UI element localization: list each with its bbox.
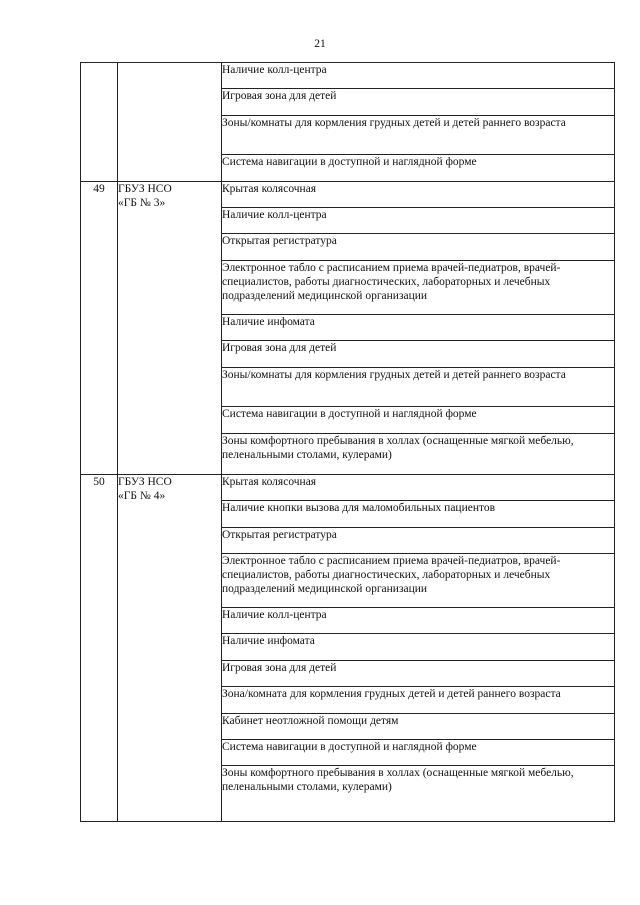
facility-feature-cell: Открытая регистратура: [222, 234, 615, 261]
facility-feature-cell: Система навигации в доступной и наглядной форме: [222, 407, 615, 434]
table-body: [81, 63, 615, 822]
organization-name-line: «ГБ № 4»: [118, 490, 166, 502]
facility-feature-cell: Зоны/комнаты для кормления грудных детей и детей раннего возраста: [222, 368, 615, 407]
facility-feature-cell: Крытая колясочная: [222, 475, 615, 501]
facility-feature-cell: Кабинет неотложной помощи детям: [222, 714, 615, 740]
facility-feature-cell: Наличие инфомата: [222, 634, 615, 661]
organization-name-line: ГБУЗ НСО: [118, 476, 172, 488]
table-row: [81, 182, 615, 208]
table-row: [81, 475, 615, 501]
facility-feature-cell: Электронное табло с расписанием приема врачей-педиатров, врачей-специалистов, работы диагностических, лабораторных и лечебных подразделений медицинской организации: [222, 554, 615, 608]
facility-feature-cell: Зона/комната для кормления грудных детей и детей раннего возраста: [222, 687, 615, 714]
organization-name-line: «ГБ № 3»: [118, 197, 166, 209]
table-row: [81, 63, 615, 89]
facility-feature-cell: Система навигации в доступной и наглядной форме: [222, 155, 615, 182]
facility-feature-cell: Система навигации в доступной и наглядной форме: [222, 740, 615, 766]
row-number-cell: 50: [81, 475, 118, 822]
facility-feature-cell: Игровая зона для детей: [222, 341, 615, 368]
organization-cell: [118, 63, 222, 182]
page-number: 21: [314, 38, 326, 50]
facility-feature-cell: Зоны комфортного пребывания в холлах (оснащенные мягкой мебелью, пеленальными столами, кулерами): [222, 434, 615, 475]
row-number-cell: 49: [81, 182, 118, 475]
organization-cell: [118, 475, 222, 822]
facility-feature-cell: Открытая регистратура: [222, 528, 615, 554]
organization-name-line: ГБУЗ НСО: [118, 183, 172, 195]
facility-feature-cell: Наличие колл-центра: [222, 208, 615, 234]
facilities-table: [80, 62, 615, 822]
organization-cell: [118, 182, 222, 475]
facility-feature-cell: Электронное табло с расписанием приема врачей-педиатров, врачей-специалистов, работы диагностических, лабораторных и лечебных подразделений медицинской организации: [222, 261, 615, 315]
facility-feature-cell: Игровая зона для детей: [222, 89, 615, 116]
facility-feature-cell: Наличие колл-центра: [222, 63, 615, 89]
facility-feature-cell: Зоны комфортного пребывания в холлах (оснащенные мягкой мебелью, пеленальными столами, кулерами): [222, 766, 615, 822]
facility-feature-cell: Игровая зона для детей: [222, 661, 615, 687]
facility-feature-cell: Наличие инфомата: [222, 315, 615, 341]
facility-feature-cell: Зоны/комнаты для кормления грудных детей и детей раннего возраста: [222, 116, 615, 155]
facility-feature-cell: Крытая колясочная: [222, 182, 615, 208]
facility-feature-cell: Наличие кнопки вызова для маломобильных пациентов: [222, 501, 615, 528]
facility-feature-cell: Наличие колл-центра: [222, 608, 615, 634]
row-number-cell: [81, 63, 118, 182]
